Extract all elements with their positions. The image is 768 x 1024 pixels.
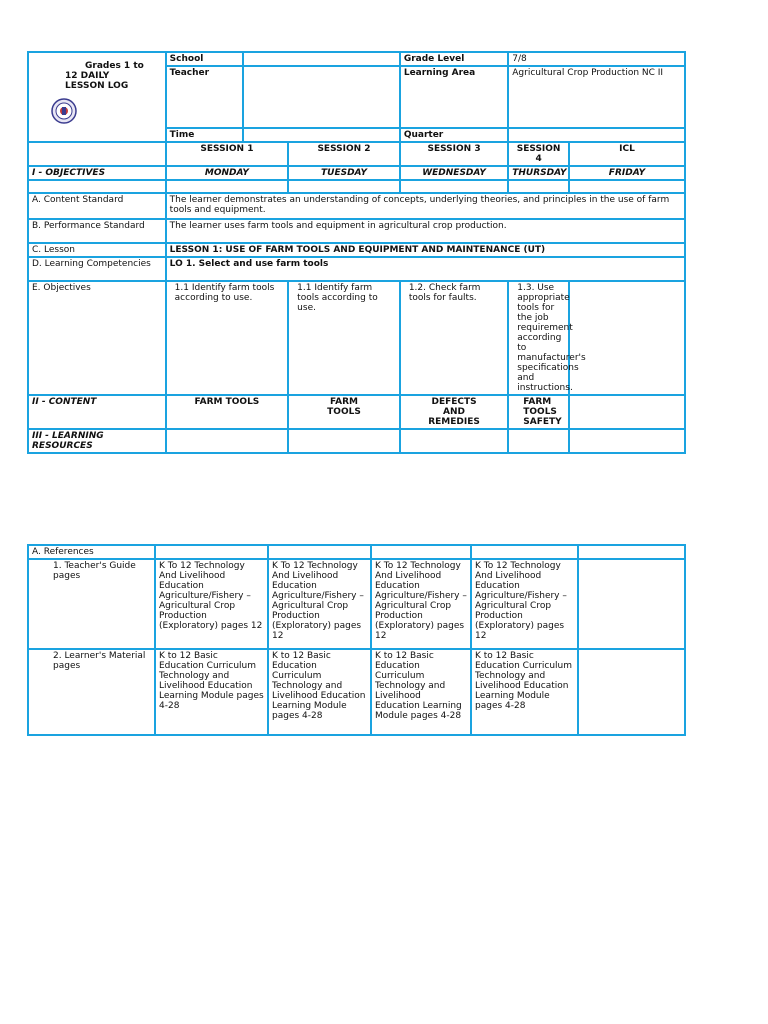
session-header: ICL <box>569 142 685 166</box>
learners-material-icl <box>578 649 685 735</box>
learners-material-session-2: K to 12 Basic Education Curriculum Technology and Livelihood Education Learning Module pages 4-28 <box>268 649 371 735</box>
school-value[interactable] <box>243 52 400 66</box>
empty-cell <box>508 429 569 453</box>
empty-cell <box>28 180 166 193</box>
teacher-label: Teacher <box>166 66 243 128</box>
empty-cell <box>166 180 289 193</box>
page-title: Grades 1 to 12 DAILY LESSON LOG <box>65 61 144 91</box>
content-session-3: DEFECTS AND REMEDIES <box>400 395 508 429</box>
empty-cell <box>569 429 685 453</box>
empty-cell <box>155 545 268 559</box>
empty-cell <box>268 545 371 559</box>
teachers-guide-label: 1. Teacher's Guide pages <box>28 559 155 649</box>
learners-material-label: 2. Learner's Material pages <box>28 649 155 735</box>
deped-seal-icon <box>51 98 77 124</box>
day-header: TUESDAY <box>288 166 400 180</box>
quarter-label: Quarter <box>400 128 508 142</box>
session-header: SESSION 4 <box>508 142 569 166</box>
day-header: FRIDAY <box>569 166 685 180</box>
empty-cell <box>28 142 166 166</box>
empty-cell <box>471 545 578 559</box>
day-header: MONDAY <box>166 166 289 180</box>
learning-area-label: Learning Area <box>400 66 508 128</box>
learners-material-session-4: K to 12 Basic Education Curriculum Technology and Livelihood Education Learning Module pages 4-28 <box>471 649 578 735</box>
empty-cell <box>578 545 685 559</box>
grade-level-label: Grade Level <box>400 52 508 66</box>
content-session-1: FARM TOOLS <box>166 395 289 429</box>
lesson-label: C. Lesson <box>28 243 166 257</box>
objective-session-4: 1.3. Use appropriate tools for the job requirement according to manufacturer's specifications and instructions. <box>508 281 569 395</box>
competencies-label: D. Learning Competencies <box>28 257 166 281</box>
objective-session-2: 1.1 Identify farm tools according to use. <box>288 281 400 395</box>
content-session-4: FARM TOOLS SAFETY <box>508 395 569 429</box>
learning-area-value: Agricultural Crop Production NC II <box>508 66 685 128</box>
empty-cell <box>400 180 508 193</box>
time-label: Time <box>166 128 243 142</box>
lesson-text: LESSON 1: USE OF FARM TOOLS AND EQUIPMENT AND MAINTENANCE (UT) <box>166 243 685 257</box>
performance-standard-text: The learner uses farm tools and equipment in agricultural crop production. <box>166 219 685 243</box>
objective-session-1: 1.1 Identify farm tools according to use. <box>166 281 289 395</box>
content-icl <box>569 395 685 429</box>
learners-material-session-3: K to 12 Basic Education Curriculum Technology and Livelihood Education Learning Module pages 4-28 <box>371 649 471 735</box>
content-session-2: FARM TOOLS <box>288 395 400 429</box>
session-header: SESSION 2 <box>288 142 400 166</box>
empty-cell <box>166 429 289 453</box>
objective-icl <box>569 281 685 395</box>
lesson-log-table <box>27 51 686 454</box>
teachers-guide-icl <box>578 559 685 649</box>
objectives-heading: I - OBJECTIVES <box>28 166 166 180</box>
empty-cell <box>569 180 685 193</box>
competencies-text: LO 1. Select and use farm tools <box>166 257 685 281</box>
empty-cell <box>508 180 569 193</box>
teacher-value[interactable] <box>243 66 400 128</box>
teachers-guide-session-1: K To 12 Technology And Livelihood Education Agriculture/Fishery – Agricultural Crop Production (Exploratory) pages 12 <box>155 559 268 649</box>
empty-cell <box>288 429 400 453</box>
session-header: SESSION 3 <box>400 142 508 166</box>
empty-cell <box>371 545 471 559</box>
learning-resources-heading: III - LEARNING RESOURCES <box>28 429 166 453</box>
teachers-guide-session-4: K To 12 Technology And Livelihood Education Agriculture/Fishery – Agricultural Crop Production (Exploratory) pages 12 <box>471 559 578 649</box>
references-label: A. References <box>28 545 155 559</box>
quarter-value[interactable] <box>508 128 685 142</box>
time-value[interactable] <box>243 128 400 142</box>
learners-material-session-1: K to 12 Basic Education Curriculum Technology and Livelihood Education Learning Module pages 4-28 <box>155 649 268 735</box>
teachers-guide-session-3: K To 12 Technology And Livelihood Education Agriculture/Fishery – Agricultural Crop Production (Exploratory) pages 12 <box>371 559 471 649</box>
day-header: THURSDAY <box>508 166 569 180</box>
empty-cell <box>400 429 508 453</box>
grade-level-value: 7/8 <box>508 52 685 66</box>
day-header: WEDNESDAY <box>400 166 508 180</box>
empty-cell <box>288 180 400 193</box>
references-table <box>27 544 686 736</box>
teachers-guide-session-2: K To 12 Technology And Livelihood Education Agriculture/Fishery – Agricultural Crop Production (Exploratory) pages 12 <box>268 559 371 649</box>
header-logo-cell <box>28 52 166 142</box>
performance-standard-label: B. Performance Standard <box>28 219 166 243</box>
school-label: School <box>166 52 243 66</box>
objectives-label: E. Objectives <box>28 281 166 395</box>
objective-session-3: 1.2. Check farm tools for faults. <box>400 281 508 395</box>
content-standard-text: The learner demonstrates an understanding of concepts, underlying theories, and principles in the use of farm tools and equipment. <box>166 193 685 219</box>
content-heading: II - CONTENT <box>28 395 166 429</box>
session-header: SESSION 1 <box>166 142 289 166</box>
content-standard-label: A. Content Standard <box>28 193 166 219</box>
